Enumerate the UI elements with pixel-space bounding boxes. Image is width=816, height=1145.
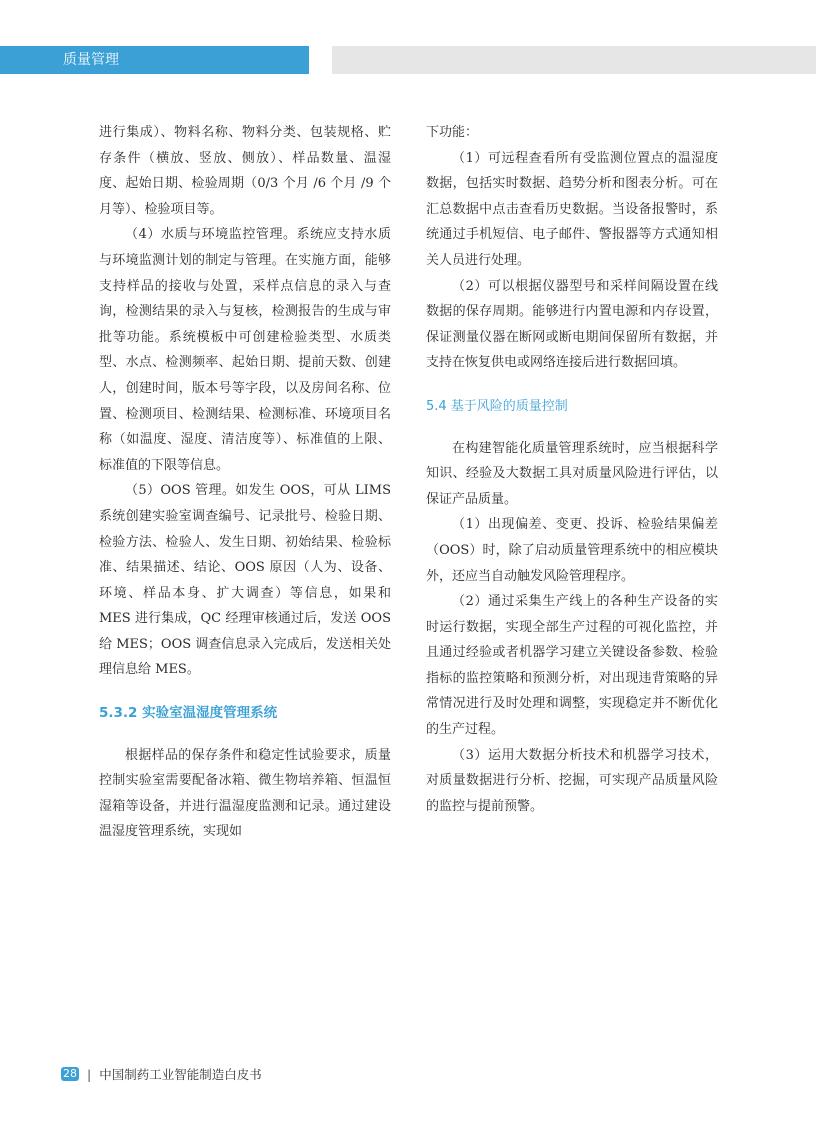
paragraph: （5）OOS 管理。如发生 OOS，可从 LIMS 系统创建实验室调查编号、记录批号、检验日期、检验方法、检验人、发生日期、初始结果、检验标准、结果描述、结论、OOS 原因（人为、设备、环境、样品本身、扩大调查）等信息，如果和 MES 进行集成，QC 经理审核通过后，发送 OOS 给 MES；OOS 调查信息录入完成后，发送相关处理信息给 MES。: [99, 483, 391, 678]
paragraph: （3）运用大数据分析技术和机器学习技术，对质量数据进行分析、挖掘，可实现产品质量风险的监控与提前预警。: [426, 747, 718, 814]
right-column: [426, 120, 718, 819]
section-heading: 5.3.2 实验室温湿度管理系统: [99, 705, 278, 722]
header-bar: [332, 46, 816, 74]
section-header-tab: [0, 46, 309, 74]
section-title: 质量管理: [63, 52, 119, 68]
book-title: 中国制药工业智能制造白皮书: [99, 1067, 262, 1082]
left-column: [99, 120, 391, 845]
paragraph: 根据样品的保存条件和稳定性试验要求，质量控制实验室需要配备冰箱、微生物培养箱、恒温恒湿箱等设备，并进行温湿度监测和记录。通过建设温湿度管理系统，实现如: [99, 747, 391, 840]
paragraph: 进行集成）、物料名称、物料分类、包装规格、贮存条件（横放、竖放、侧放）、样品数量、温湿度、起始日期、检验周期（0/3 个月 /6 个月 /9 个月等）、检验项目等。: [99, 125, 391, 217]
page-number: 28: [63, 1067, 77, 1080]
page-footer: [61, 1066, 262, 1082]
paragraph: （4）水质与环境监控管理。系统应支持水质与环境监测计划的制定与管理。在实施方面，能够支持样品的接收与处置，采样点信息的录入与查询，检测结果的录入与复核，检测报告的生成与审批等功能。系统模板中可创建检验类型、水质类型、水点、检测频率、起始日期、提前天数、创建人，创建时间，版本号等字段，以及房间名称、位置、检测项目、检测结果、检测标准、环境项目名称（如温度、湿度、清洁度等）、标准值的上限、标准值的下限等信息。: [99, 227, 391, 473]
paragraph: 下功能：: [426, 125, 479, 140]
paragraph: （2）可以根据仪器型号和采样间隔设置在线数据的保存周期。能够进行内置电源和内存设置，保证测量仪器在断网或断电期间保留所有数据，并支持在恢复供电或网络连接后进行数据回填。: [426, 278, 718, 371]
paragraph: （1）出现偏差、变更、投诉、检验结果偏差（OOS）时，除了启动质量管理系统中的相应模块外，还应当自动触发风险管理程序。: [426, 517, 718, 584]
paragraph: 在构建智能化质量管理系统时，应当根据科学知识、经验及大数据工具对质量风险进行评估，以保证产品质量。: [426, 440, 718, 507]
footer-separator: |: [87, 1066, 92, 1082]
section-heading: 5.4 基于风险的质量控制: [426, 398, 568, 414]
paragraph: （1）可远程查看所有受监测位置点的温湿度数据，包括实时数据、趋势分析和图表分析。可在汇总数据中点击查看历史数据。当设备报警时，系统通过手机短信、电子邮件、警报器等方式通知相关人员进行处理。: [426, 150, 718, 268]
paragraph: （2）通过采集生产线上的各种生产设备的实时运行数据，实现全部生产过程的可视化监控，并且通过经验或者机器学习建立关键设备参数、检验指标的监控策略和预测分析，对出现违背策略的异常情况进行及时处理和调整，实现稳定并不断优化的生产过程。: [426, 594, 718, 738]
